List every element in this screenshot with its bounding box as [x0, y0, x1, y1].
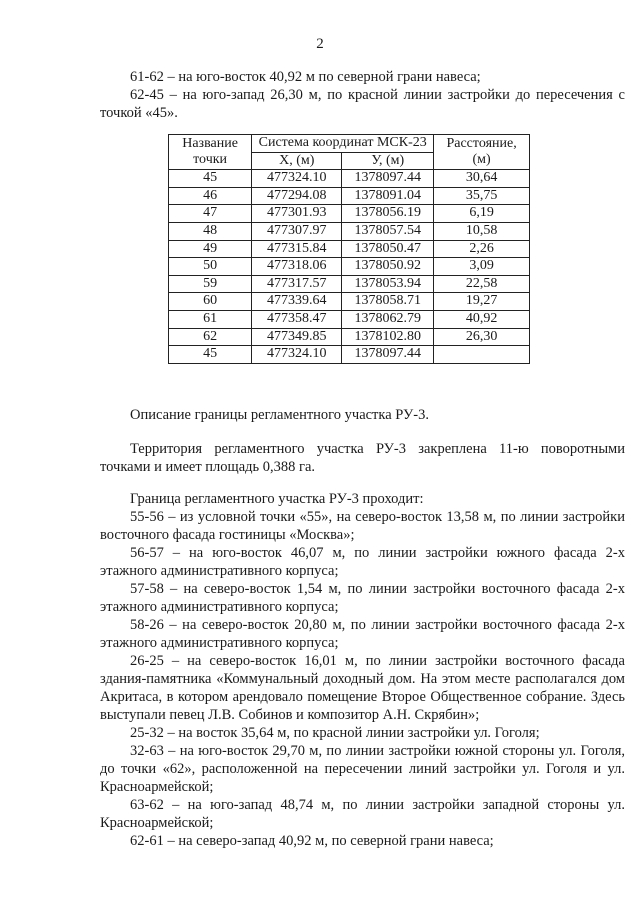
table-row — [169, 310, 530, 328]
cell-point: 60 — [169, 293, 252, 311]
table-row — [169, 205, 530, 223]
cell-y: 1378097.44 — [342, 346, 434, 364]
cell-distance: 19,27 — [434, 293, 530, 311]
cell-distance: 30,64 — [434, 170, 530, 188]
table-row — [169, 170, 530, 188]
cell-y: 1378050.47 — [342, 240, 434, 258]
col-point-header: Название точки — [169, 135, 252, 170]
cell-point: 47 — [169, 205, 252, 223]
table-row — [169, 328, 530, 346]
boundary-block — [100, 490, 625, 850]
cell-x: 477307.97 — [252, 222, 342, 240]
boundary-segment: 58-26 – на северо-восток 20,80 м, по линии застройки восточного фасада 2-х этажного административного корпуса; — [100, 617, 625, 651]
col-system-header: Система координат МСК-23 — [252, 135, 434, 153]
cell-distance: 40,92 — [434, 310, 530, 328]
cell-point: 50 — [169, 258, 252, 276]
boundary-segment: 25-32 – на восток 35,64 м, по красной линии застройки ул. Гоголя; — [130, 725, 540, 741]
boundary-segment: 32-63 – на юго-восток 29,70 м, по линии застройки южной стороны ул. Гоголя, до точки «62», расположенной на пересечении линий застройки ул. Гоголя и ул. Красноармейской; — [100, 743, 625, 795]
table-row — [169, 293, 530, 311]
cell-x: 477317.57 — [252, 275, 342, 293]
cell-y: 1378097.44 — [342, 170, 434, 188]
cell-x: 477358.47 — [252, 310, 342, 328]
cell-point: 45 — [169, 170, 252, 188]
intro-block — [100, 68, 625, 122]
cell-distance: 26,30 — [434, 328, 530, 346]
cell-distance: 2,26 — [434, 240, 530, 258]
cell-x: 477349.85 — [252, 328, 342, 346]
intro-line: 62-45 – на юго-запад 26,30 м, по красной линии застройки до пересечения с точкой «45». — [100, 87, 625, 121]
cell-x: 477339.64 — [252, 293, 342, 311]
intro-line: 61-62 – на юго-восток 40,92 м по северной грани навеса; — [130, 69, 481, 85]
cell-y: 1378091.04 — [342, 187, 434, 205]
table-row — [169, 346, 530, 364]
cell-x: 477318.06 — [252, 258, 342, 276]
boundary-segment: 62-61 – на северо-запад 40,92 м, по северной грани навеса; — [130, 833, 494, 849]
cell-distance: 6,19 — [434, 205, 530, 223]
boundary-segment: 26-25 – на северо-восток 16,01 м, по линии застройки восточного фасада здания-памятника «Коммунальный доходный дом. На этом месте располагался дом Акритаса, в котором арендовало помещение Второе Общественное собрание. Здесь выступали певец Л.В. Собинов и композитор А.Н. Скрябин»; — [100, 653, 625, 723]
cell-x: 477294.08 — [252, 187, 342, 205]
cell-point: 46 — [169, 187, 252, 205]
cell-point: 49 — [169, 240, 252, 258]
table-row — [169, 187, 530, 205]
table-row — [169, 275, 530, 293]
cell-y: 1378057.54 — [342, 222, 434, 240]
cell-y: 1378053.94 — [342, 275, 434, 293]
cell-distance — [434, 346, 530, 364]
boundary-segment: 56-57 – на юго-восток 46,07 м, по линии застройки южного фасада 2-х этажного административного корпуса; — [100, 545, 625, 579]
cell-y: 1378056.19 — [342, 205, 434, 223]
territory-text: Территория регламентного участка РУ-3 закреплена 11-ю поворотными точками и имеет площадь 0,388 га. — [100, 441, 625, 475]
boundary-intro: Граница регламентного участка РУ-3 проходит: — [130, 491, 424, 507]
coordinates-table — [168, 134, 530, 364]
cell-point: 62 — [169, 328, 252, 346]
cell-x: 477315.84 — [252, 240, 342, 258]
cell-distance: 10,58 — [434, 222, 530, 240]
cell-y: 1378102.80 — [342, 328, 434, 346]
cell-point: 61 — [169, 310, 252, 328]
cell-y: 1378062.79 — [342, 310, 434, 328]
col-y-header: У, (м) — [342, 152, 434, 170]
table-row — [169, 222, 530, 240]
boundary-segment: 55-56 – из условной точки «55», на северо-восток 13,58 м, по линии застройки восточного фасада гостиницы «Москва»; — [100, 509, 625, 543]
cell-x: 477301.93 — [252, 205, 342, 223]
section-block — [100, 406, 625, 424]
table-row — [169, 240, 530, 258]
cell-point: 59 — [169, 275, 252, 293]
col-x-header: X, (м) — [252, 152, 342, 170]
cell-x: 477324.10 — [252, 346, 342, 364]
col-distance-header: Расстояние, (м) — [434, 135, 530, 170]
cell-distance: 3,09 — [434, 258, 530, 276]
cell-point: 45 — [169, 346, 252, 364]
section-title: Описание границы регламентного участка РУ-3. — [130, 407, 429, 423]
page-number: 2 — [316, 36, 324, 52]
cell-point: 48 — [169, 222, 252, 240]
territory-block — [100, 440, 625, 476]
table-row — [169, 258, 530, 276]
boundary-segment: 63-62 – на юго-запад 48,74 м, по линии застройки западной стороны ул. Красноармейской; — [100, 797, 625, 831]
cell-y: 1378058.71 — [342, 293, 434, 311]
cell-distance: 22,58 — [434, 275, 530, 293]
cell-distance: 35,75 — [434, 187, 530, 205]
cell-y: 1378050.92 — [342, 258, 434, 276]
cell-x: 477324.10 — [252, 170, 342, 188]
boundary-segment: 57-58 – на северо-восток 1,54 м, по линии застройки восточного фасада 2-х этажного административного корпуса; — [100, 581, 625, 615]
